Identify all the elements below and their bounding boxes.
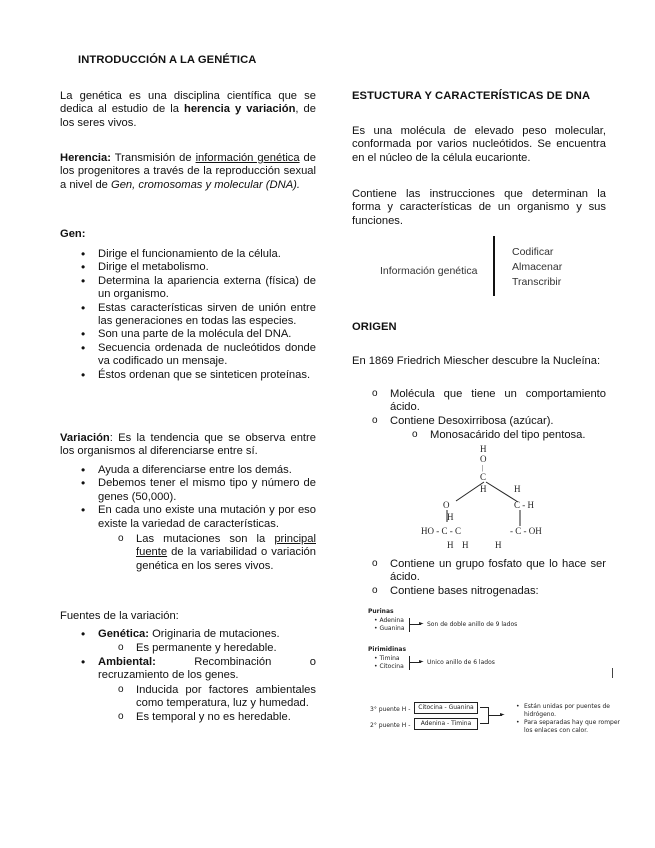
list-item: o Las mutaciones son la principal fuente de la variabilidad o variación genética en los seres vivos.: [136, 533, 316, 573]
list-item: • Genética: Originaria de mutaciones.: [98, 628, 316, 641]
list-item: o Monosacárido del tipo pentosa.: [430, 429, 610, 442]
fuentes-heading: Fuentes de la variación:: [60, 610, 179, 622]
function-item: Almacenar: [512, 261, 563, 273]
list-item: • Estas características sirven de unión entre las generaciones en todas las especies.: [98, 302, 316, 329]
list-item: • Son una parte de la molécula del DNA.: [98, 328, 316, 341]
dna-paragraph-2: Contiene las instrucciones que determinan la forma y características de un organismo y sus funciones.: [352, 188, 606, 227]
gen-heading: Gen:: [60, 228, 86, 240]
origen-heading: ORIGEN: [352, 321, 397, 333]
list-item: • En cada uno existe una mutación y por eso existe la variedad de características.: [98, 504, 316, 531]
ambiental-list: [98, 656, 316, 683]
origen-list: [390, 388, 606, 428]
list-item: o Contiene Desoxirribosa (azúcar).: [390, 415, 606, 428]
info-genetica-label: Información genética: [380, 265, 478, 277]
variacion-paragraph: Variación: Es la tendencia que se observa entre los organismos al diferenciarse entre sí.: [60, 432, 316, 458]
dna-paragraph-1: Es una molécula de elevado peso molecular, conformada por varios nucleótidos. Se encuentra en el núcleo de la célula eucarionte.: [352, 125, 606, 164]
list-item: • Secuencia ordenada de nucleótidos donde va codificado un mensaje.: [98, 342, 316, 369]
origen-list-2: [390, 558, 606, 598]
brace-line: [493, 236, 495, 296]
list-item: o Contiene un grupo fosfato que lo hace ser ácido.: [390, 558, 606, 585]
deoxyribose-bonds: [418, 444, 558, 556]
bases-notes: • Están unidas por puentes de hidrógeno. • Para separadas hay que romper los enlaces con calor.: [516, 703, 621, 734]
variacion-sublist: [136, 533, 316, 573]
list-item: o Es temporal y no es heredable.: [136, 711, 316, 724]
dna-heading: ESTUCTURA Y CARACTERÍSTICAS DE DNA: [352, 90, 591, 102]
genetica-sublist: [136, 642, 316, 655]
ambiental-sublist: [136, 684, 316, 724]
list-item: o Es permanente y heredable.: [136, 642, 316, 655]
list-item: • Debemos tener el mismo tipo y número de genes (50,000).: [98, 477, 316, 504]
list-item: • Éstos ordenan que se sinteticen proteínas.: [98, 369, 316, 382]
function-item: Codificar: [512, 246, 554, 258]
list-item: • Ayuda a diferenciarse entre los demás.: [98, 464, 316, 477]
gen-list: [98, 248, 316, 382]
intro-paragraph: La genética es una disciplina científica que se dedica al estudio de la herencia y variación, de los seres vivos.: [60, 90, 316, 129]
bases-diagram: Purinas • Adenina • Guanina ► Son de doble anillo de 9 lados Pirimidinas • Timina • Citocina ► Unico anillo de 6 lados 3° puente H - Citocina - Guanina 2° puente H - Adenina - Timina ► • Están unidas por puentes de hidrógeno. • Para separadas hay que romper los enlaces con calor.: [368, 608, 621, 734]
variacion-list: [98, 464, 316, 531]
list-item: • Determina la apariencia externa (física) de un organismo.: [98, 275, 316, 302]
function-list: [512, 245, 562, 290]
list-item: • Dirige el funcionamiento de la célula.: [98, 248, 316, 261]
list-item: o Contiene bases nitrogenadas:: [390, 585, 606, 598]
list-item: o Inducida por factores ambientales como temperatura, luz y humedad.: [136, 684, 316, 711]
origen-paragraph: En 1869 Friedrich Miescher descubre la Nucleína:: [352, 355, 601, 367]
list-item: • Ambiental: Recombinación o recruzamiento de los genes.: [98, 656, 316, 683]
herencia-paragraph: Herencia: Transmisión de información genética de los progenitores a través de la reproducción sexual a nivel de Gen, cromosomas y molecular (DNA).: [60, 152, 317, 191]
list-item: o Molécula que tiene un comportamiento ácido.: [390, 388, 606, 415]
origen-sublist: [430, 429, 610, 442]
page-title: INTRODUCCIÓN A LA GENÉTICA: [78, 54, 257, 66]
fuentes-list: [98, 628, 316, 641]
function-item: Transcribir: [512, 276, 562, 288]
deoxyribose-diagram: H O | C H H C - H O H HO - C - C - C - OH H H H: [418, 444, 558, 556]
list-item: • Dirige el metabolismo.: [98, 261, 316, 274]
